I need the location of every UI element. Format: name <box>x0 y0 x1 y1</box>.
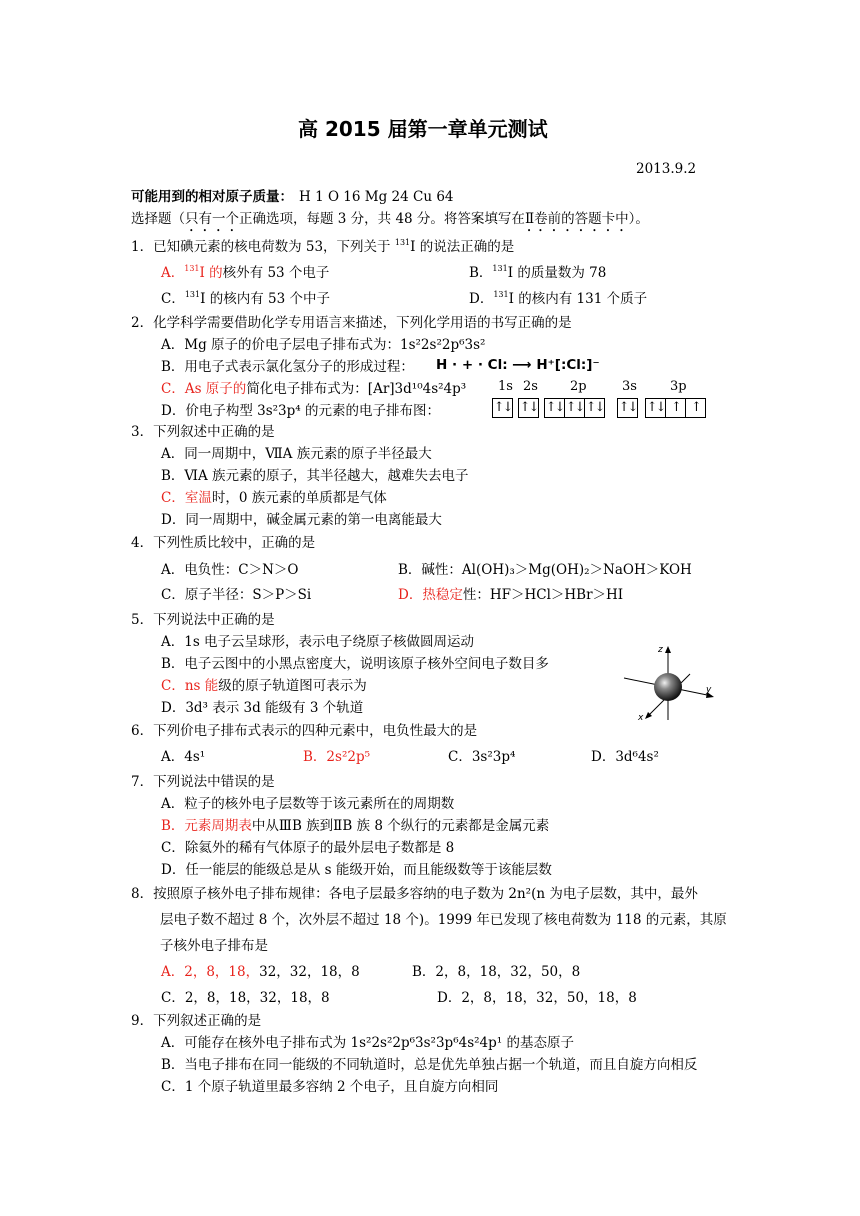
q3-option-d: D．同一周期中，碱金属元素的第一电离能最大 <box>161 512 442 528</box>
q1-b-sup: 131 <box>492 264 508 273</box>
q4-d-rest: 性：HF＞HCl＞HBr＞HI <box>462 587 624 603</box>
s-orbital-figure <box>618 640 718 724</box>
q2-option-d: D．价电子构型 3s²3p⁴ 的元素的电子排布图： <box>161 403 440 419</box>
q7-b-rest: 中从ⅢB 族到ⅡB 族 8 个纵行的元素都是金属元素 <box>251 818 550 834</box>
q1-d-text: I 的核内有 131 个质子 <box>508 291 648 307</box>
q1-a-sup: 131 <box>184 264 200 273</box>
q3-c-red: C．室温 <box>161 490 212 506</box>
q2-c-rest: 简化电子排布式为：[Ar]3d¹⁰4s²4p³ <box>246 381 467 397</box>
q2-stem: 2．化学科学需要借助化学专用语言来描述，下列化学用语的书写正确的是 <box>131 315 572 331</box>
orbital-label-2s: 2s <box>523 379 538 394</box>
q8-line-1: 8．按照原子核外电子排布规律：各电子层最多容纳的电子数为 2n²(n 为电子层数，其中，最外 <box>131 886 698 902</box>
q3-option-b: B．ⅥA 族元素的原子，其半径越大，越难失去电子 <box>161 468 469 484</box>
q9-option-a: A．可能存在核外电子排布式为 1s²2s²2p⁶3s²3p⁶4s²4p¹ 的基态原子 <box>161 1035 574 1051</box>
q1-c-text: I 的核内有 53 个中子 <box>200 291 331 307</box>
q1-a-red: I 的 <box>199 265 223 281</box>
orbital-box-2s: ↑↓ <box>518 398 539 418</box>
q1-a-rest: 核外有 53 个电子 <box>222 265 330 281</box>
axis-label-y: y <box>706 685 712 695</box>
date: 2013.9.2 <box>636 161 697 177</box>
q6-option-b: B．2s²2p⁵ <box>303 749 370 765</box>
q1-d-sup: 131 <box>493 290 509 299</box>
orbital-label-3s: 3s <box>622 379 637 394</box>
instructions-emph2: Ⅱ卷前的答题卡中 <box>524 211 629 227</box>
q7-option-b <box>161 817 549 835</box>
q1-c-sup: 131 <box>184 290 201 299</box>
q4-option-d <box>398 586 623 604</box>
q8-line-3: 子核外电子排布是 <box>160 938 268 954</box>
q1-option-b <box>469 264 606 282</box>
atomic-mass-line <box>131 188 454 206</box>
q7-option-d: D．任一能层的能级总是从 s 能级开始，而且能级数等于该能层数 <box>161 862 552 878</box>
orbital-label-3p: 3p <box>670 379 687 394</box>
q5-option-c <box>161 677 367 695</box>
q6-option-d: D．3d⁶4s² <box>591 749 659 765</box>
q1-d-label: D． <box>469 291 494 307</box>
q1-stem-sup: 131 <box>394 238 411 247</box>
q4-option-c: C．原子半径：S＞P＞Si <box>161 587 312 603</box>
q1-option-d <box>469 290 647 308</box>
orbital-box-1s: ↑↓ <box>492 398 513 418</box>
q1-option-c <box>161 290 330 308</box>
q6-option-a: A．4s¹ <box>161 749 206 765</box>
s-orbital-sphere <box>654 673 682 701</box>
q5-option-b: B．电子云图中的小黑点密度大，说明该原子核外空间电子数目多 <box>161 656 549 672</box>
atomic-mass-label: 可能用到的相对原子质量： <box>131 189 293 205</box>
q1-stem <box>131 238 514 256</box>
instructions-prefix: 选择题（ <box>131 211 185 227</box>
orbital-label-2p: 2p <box>570 379 587 394</box>
q4-stem: 4．下列性质比较中，正确的是 <box>131 535 316 551</box>
q7-option-a: A．粒子的核外电子层数等于该元素所在的周期数 <box>161 796 455 812</box>
q4-d-red: D．热稳定 <box>398 587 463 603</box>
q6-option-c: C．3s²3p⁴ <box>448 749 516 765</box>
q7-option-c: C．除氦外的稀有气体原子的最外层电子数都是 8 <box>161 840 455 856</box>
axis-label-x: x <box>638 713 644 723</box>
q2-electron-formula: H · + · Cl: ⟶ H⁺[:Cl:]⁻ <box>436 357 600 373</box>
orbital-box-2p-3: ↑↓ <box>584 398 605 418</box>
q2-option-b: B．用电子式表示氯化氢分子的形成过程： <box>161 359 414 375</box>
q9-option-c: C．1 个原子轨道里最多容纳 2 个电子，且自旋方向相同 <box>161 1079 499 1095</box>
q3-stem: 3．下列叙述中正确的是 <box>131 424 275 440</box>
q7-b-red: B．元素周期表 <box>161 818 252 834</box>
q3-option-c <box>161 489 387 507</box>
orbital-box-3p-2: ↑ <box>665 398 686 418</box>
q1-c-label: C． <box>161 291 185 307</box>
q8-option-b: B．2，8，18，32，50，8 <box>412 964 581 980</box>
orbital-label-1s: 1s <box>498 379 513 394</box>
z-arrow-icon <box>665 646 671 653</box>
q3-c-rest: 时，0 族元素的单质都是气体 <box>211 490 387 506</box>
q6-stem: 6．下列价电子排布式表示的四种元素中，电负性最大的是 <box>131 723 478 739</box>
q8-a-red: A．2，8，18， <box>161 964 260 980</box>
q2-option-a: A．Mg 原子的价电子层电子排布式为：1s²2s²2p⁶3s² <box>161 337 486 353</box>
q8-a-rest: 32，32，18，8 <box>259 964 360 980</box>
instructions-emph1: 只有一个 <box>185 211 239 227</box>
q8-option-a <box>161 963 360 981</box>
q8-line-2: 层电子数不超过 8 个，次外层不超过 18 个)。1999 年已发现了核电荷数为 118 的元素，其原 <box>160 912 727 928</box>
q5-c-rest: 级的原子轨道图可表示为 <box>218 678 367 694</box>
q4-option-b: B．碱性：Al(OH)₃＞Mg(OH)₂＞NaOH＞KOH <box>398 562 692 578</box>
q1-b-text: I 的质量数为 78 <box>507 265 607 281</box>
q9-option-b: B．当电子排布在同一能级的不同轨道时，总是优先单独占据一个轨道，而且自旋方向相反 <box>161 1057 698 1073</box>
q9-stem: 9．下列叙述正确的是 <box>131 1013 262 1029</box>
page-title: 高 2015 届第一章单元测试 <box>298 117 548 141</box>
q4-option-a: A．电负性：C＞N＞O <box>161 562 299 578</box>
q7-stem: 7．下列说法中错误的是 <box>131 774 275 790</box>
axis-label-z: z <box>658 645 663 655</box>
q8-option-c: C．2，8，18，32，18，8 <box>161 990 330 1006</box>
instructions <box>131 210 649 235</box>
q5-stem: 5．下列说法中正确的是 <box>131 612 275 628</box>
orbital-box-3p-1: ↑↓ <box>645 398 666 418</box>
q1-b-label: B． <box>469 265 493 281</box>
instructions-suffix: ）。 <box>628 211 649 227</box>
q3-option-a: A．同一周期中，ⅦA 族元素的原子半径最大 <box>161 446 432 462</box>
q1-option-a <box>161 264 329 282</box>
orbital-box-3p-3: ↑ <box>685 398 706 418</box>
orbital-box-2p-2: ↑↓ <box>564 398 585 418</box>
orbital-box-2p-1: ↑↓ <box>544 398 565 418</box>
instructions-mid: 正确选项，每题 3 分，共 48 分。将答案填写在 <box>239 211 525 227</box>
q2-c-red: C．As 原子的 <box>161 381 247 397</box>
q1-a-label: A． <box>161 265 185 281</box>
q8-option-d: D．2，8，18，32，50，18，8 <box>437 990 637 1006</box>
q2-option-c <box>161 380 466 398</box>
q5-option-d: D．3d³ 表示 3d 能级有 3 个轨道 <box>161 700 364 716</box>
atomic-mass-values: H 1 O 16 Mg 24 Cu 64 <box>299 189 454 205</box>
q5-c-red: C．ns 能 <box>161 678 219 694</box>
q5-option-a: A．1s 电子云呈球形，表示电子绕原子核做圆周运动 <box>161 634 475 650</box>
q1-stem-a: 1．已知碘元素的核电荷数为 53，下列关于 <box>131 239 395 255</box>
orbital-box-3s: ↑↓ <box>617 398 638 418</box>
q1-stem-b: I 的说法正确的是 <box>410 239 515 255</box>
